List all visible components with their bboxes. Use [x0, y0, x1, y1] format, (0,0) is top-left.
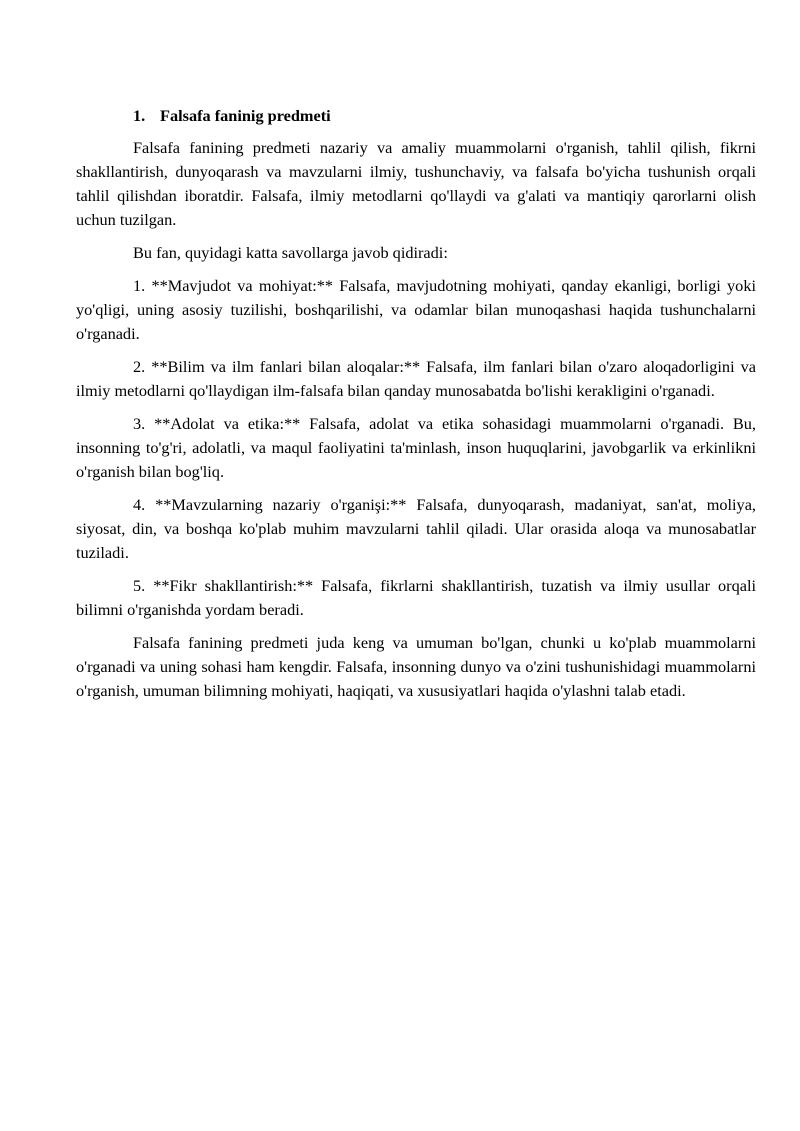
paragraph-item-1: 1. **Mavjudot va mohiyat:** Falsafa, mavjudotning mohiyati, qanday ekanligi, borligi yoki yo'qligi, uning asosiy tuzilishi, boshqarilishi, va odamlar bilan munoqashasi haqida tushunchalarni o'rganadi. [76, 276, 756, 343]
paragraph-intro: Falsafa fanining predmeti nazariy va amaliy muammolarni o'rganish, tahlil qilish, fikrni shakllantirish, dunyoqarash va mavzularni ilmiy, tushunchaviy, va falsafa bo'yicha tushunish orqali tahlil qilishdan iboratdir. Falsafa, ilmiy metodlarni qo'llaydi va g'alati va mantiqiy qarorlarni olish uchun tuzilgan. [76, 138, 756, 229]
paragraph-item-4: 4. **Mavzularning nazariy o'rganişi:** Falsafa, dunyoqarash, madaniyat, san'at, moliya, siyosat, din, va boshqa ko'plab muhim mavzularni tahlil qiladi. Ular orasida aloqa va munosabatlar tuziladi. [76, 495, 756, 562]
document-page [76, 104, 756, 712]
paragraph-item-3: 3. **Adolat va etika:** Falsafa, adolat va etika sohasidagi muammolarni o'rganadi. Bu, insonning to'g'ri, adolatli, va maqul faoliyatini ta'minlash, inson huquqlarini, javobgarlik va erkinlikni o'rganish bilan bog'liq. [76, 414, 756, 481]
paragraph-conclusion: Falsafa fanining predmeti juda keng va umuman bo'lgan, chunki u ko'plab muammolarni o'rganadi va uning sohasi ham kengdir. Falsafa, insonning dunyo va o'zini tushunishidagi muammolarni o'rganish, umuman bilimning mohiyati, haqiqati, va xususiyatlari haqida o'ylashni talab etadi. [76, 633, 756, 700]
heading-number: 1. [133, 106, 146, 125]
section-heading [76, 104, 756, 128]
paragraph-item-2: 2. **Bilim va ilm fanlari bilan aloqalar:** Falsafa, ilm fanlari bilan o'zaro aloqadorligini va ilmiy metodlarni qo'llaydigan ilm-falsafa bilan qanday munosabatda bo'lishi kerakligini o'rganadi. [76, 357, 756, 400]
heading-title: Falsafa faninig predmeti [160, 106, 331, 125]
paragraph-lead-in: Bu fan, quyidagi katta savollarga javob qidiradi: [133, 243, 448, 262]
paragraph-item-5: 5. **Fikr shakllantirish:** Falsafa, fikrlarni shakllantirish, tuzatish va ilmiy usullar orqali bilimni o'rganishda yordam beradi. [76, 576, 756, 619]
